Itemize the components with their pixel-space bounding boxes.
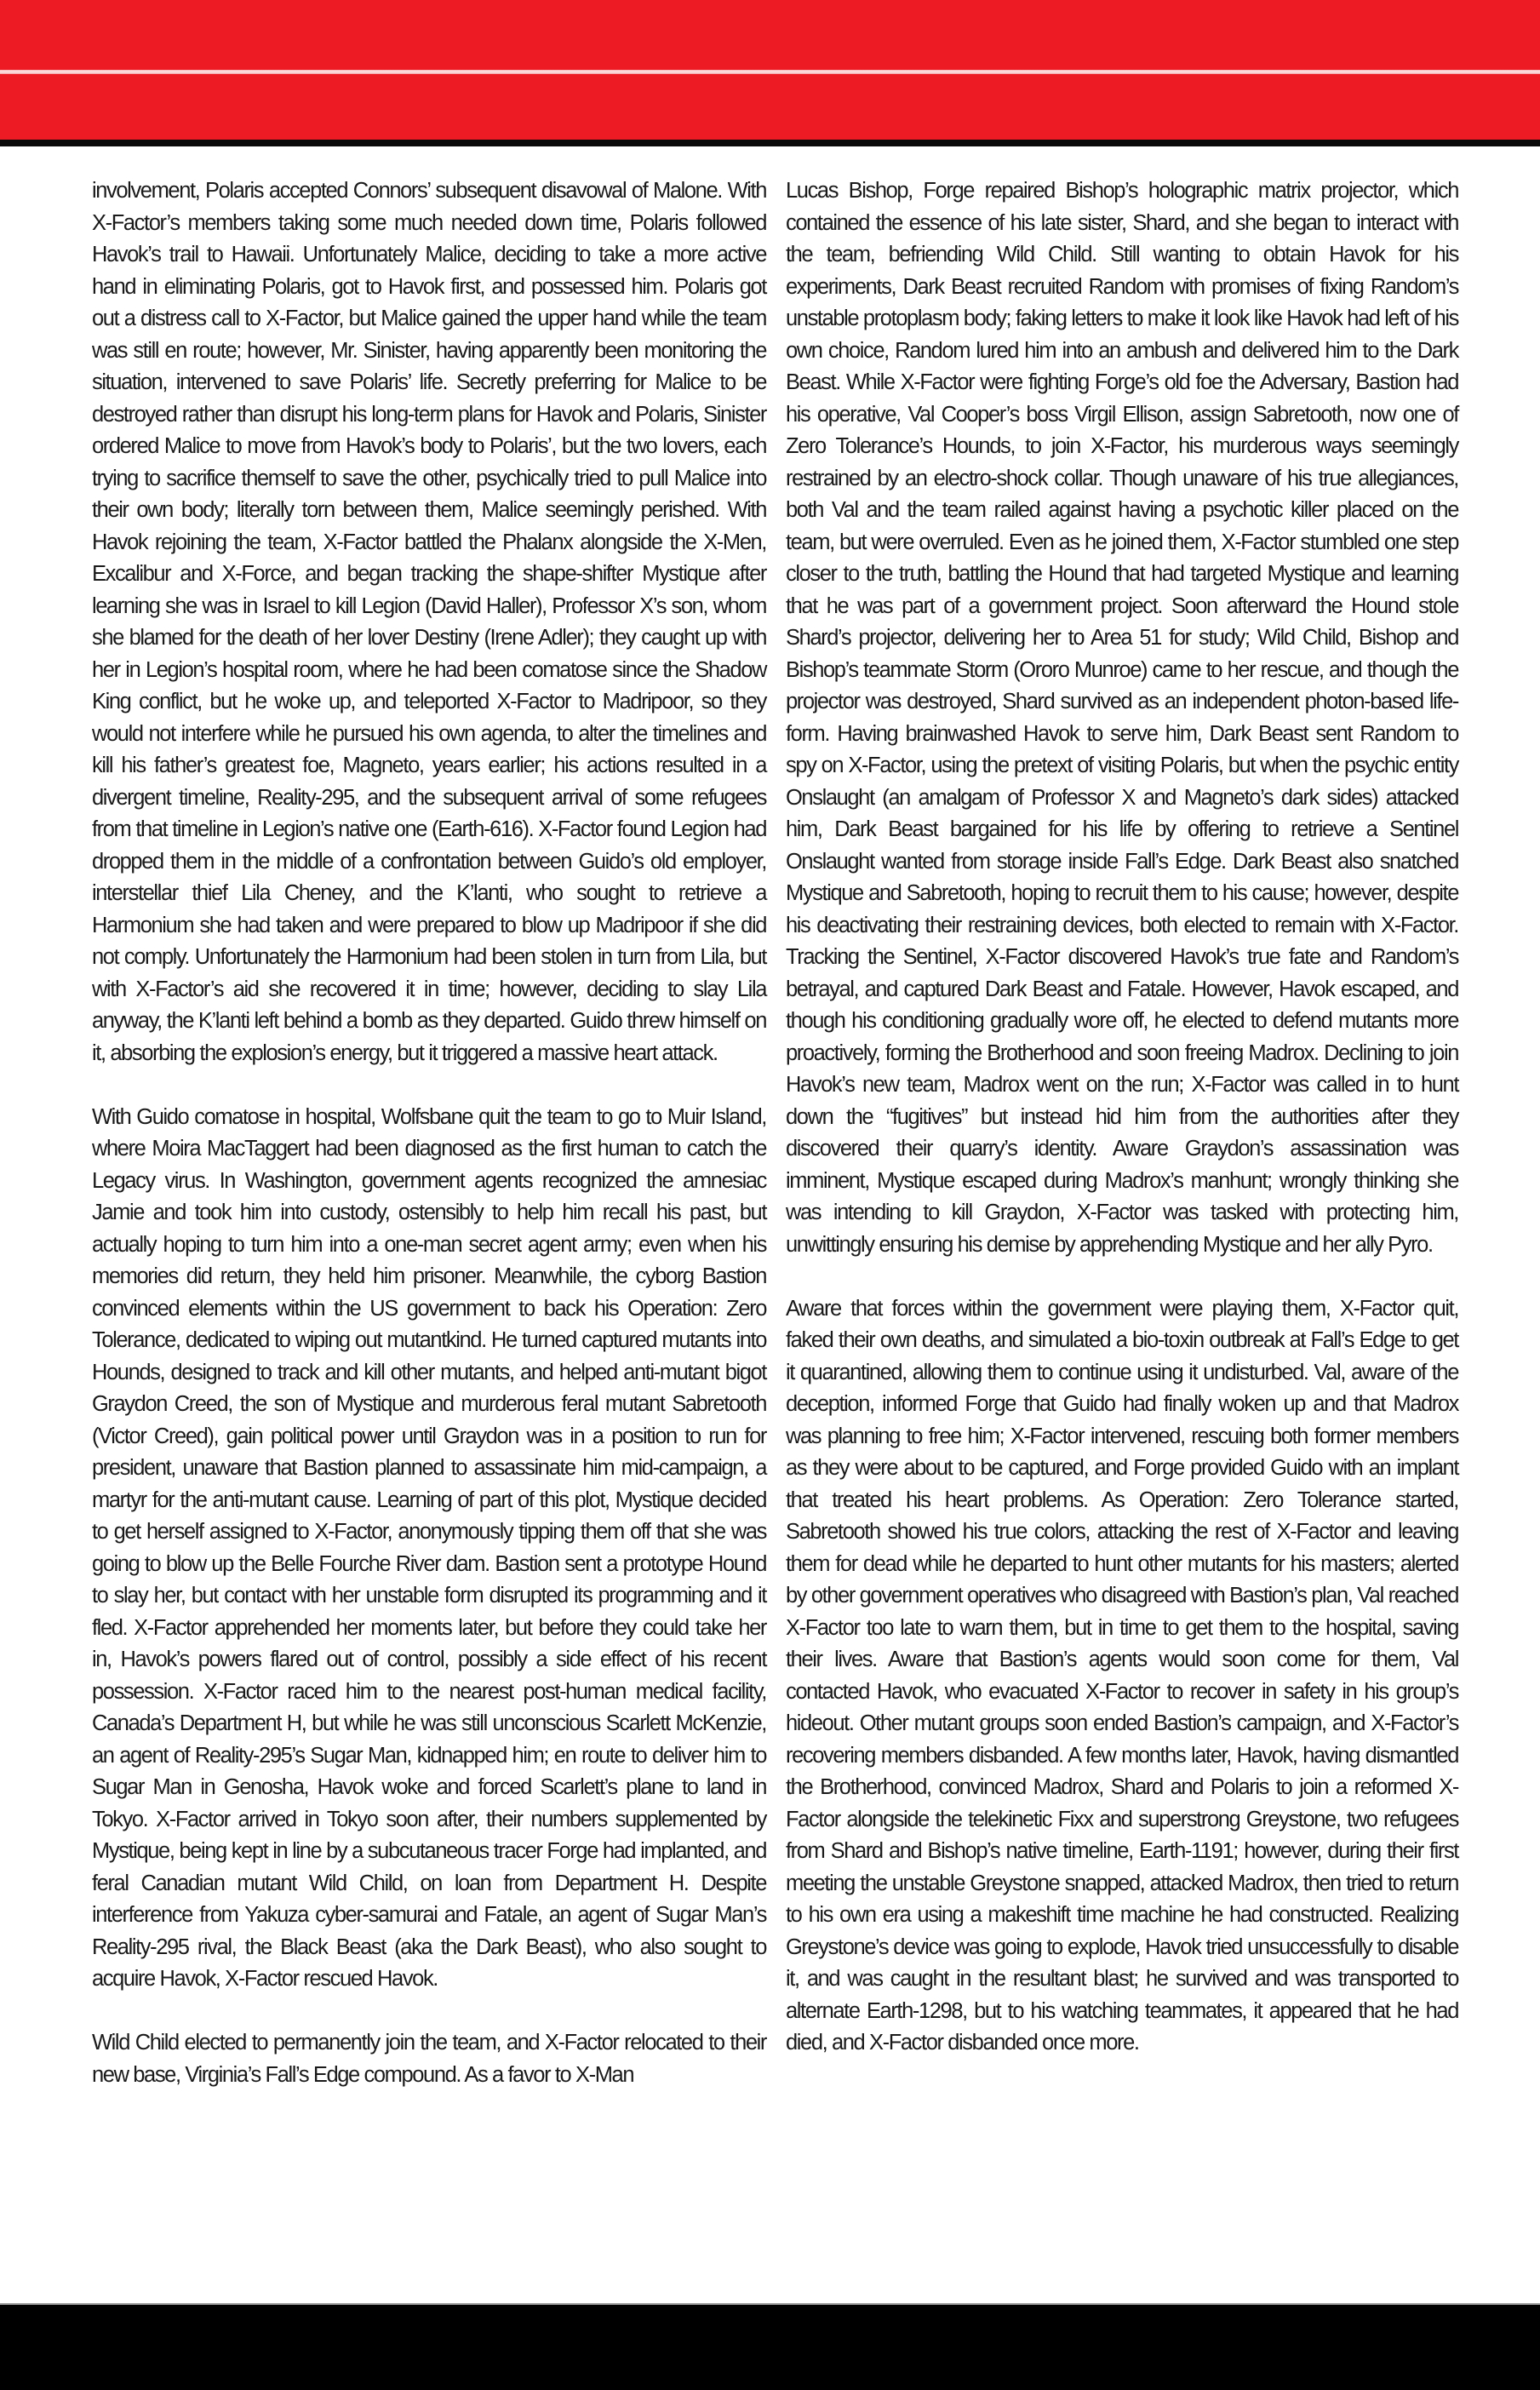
body-paragraph: With Guido comatose in hospital, Wolfsbane quit the team to go to Muir Island, where Moira MacTaggert had been diagnosed as the first human to catch the Legacy virus. In Washington, government agents recognized the amnesiac Jamie and took him into custody, ostensibly to help him recall his past, but actually hoping to turn him into a one-man secret agent army; even when his memories did return, they held him prisoner. Meanwhile, the cyborg Bastion convinced elements within the US government to back his Operation: Zero Tolerance, dedicated to wiping out mutantkind. He turned captured mutants into Hounds, designed to track and kill other mutants, and helped anti-mutant bigot Graydon Creed, the son of Mystique and murderous feral mutant Sabretooth (Victor Creed), gain political power until Graydon was in a position to run for president, unaware that Bastion planned to assassinate him mid-campaign, a martyr for the anti-mutant cause. Learning of part of this plot, Mystique decided to get herself assigned to X-Factor, anonymously tipping them off that she was going to blow up the Belle Fourche River dam. Bastion sent a prototype Hound to slay her, but contact with her unstable form disrupted its programming and it fled. X-Factor apprehended her moments later, but before they could take her in, Havok’s powers flared out of control, possibly a side effect of his recent possession. X-Factor raced him to the nearest post-human medical facility, Canada’s Department H, but while he was still unconscious Scarlett McKenzie, an agent of Reality-295’s Sugar Man, kidnapped him; en route to deliver him to Sugar Man in Genosha, Havok woke and forced Scarlett’s plane to land in Tokyo. X-Factor arrived in Tokyo soon after, their numbers supplemented by Mystique, being kept in line by a subcutaneous tracer Forge had implanted, and feral Canadian mutant Wild Child, on loan from Department H. Despite interference from Yakuza cyber-samurai and Fatale, an agent of Sugar Man’s Reality-295 rival, the Black Beast (aka the Dark Beast), who also sought to acquire Havok, X-Factor rescued Havok. — [92, 1104, 766, 1991]
body-paragraph: Wild Child elected to permanently join the team, and X-Factor relocated to their new base, Virginia’s Fall’s Edge compound. As a favor to X-Man — [92, 2031, 766, 2087]
body-paragraph: involvement, Polaris accepted Connors’ subsequent disavowal of Malone. With X-Factor’s members taking some much needed down time, Polaris followed Havok’s trail to Hawaii. Unfortunately Malice, deciding to take a more active hand in eliminating Polaris, got to Havok first, and possessed him. Polaris got out a distress call to X-Factor, but Malice gained the upper hand while the team was still en route; however, Mr. Sinister, having apparently been monitoring the situation, intervened to save Polaris’ life. Secretly preferring for Malice to be destroyed rather than disrupt his long-term plans for Havok and Polaris, Sinister ordered Malice to move from Havok’s body to Polaris’, but the two lovers, each trying to sacrifice themself to save the other, psychically tried to pull Malice into their own body; literally torn between them, Malice seemingly perished. With Havok rejoining the team, X-Factor battled the Phalanx alongside the X-Men, Excalibur and X-Force, and began tracking the shape-shifter Mystique after learning she was in Israel to kill Legion (David Haller), Professor X’s son, whom she blamed for the death of her lover Destiny (Irene Adler); they caught up with her in Legion’s hospital room, where he had been comatose since the Shadow King conflict, but he woke up, and teleported X-Factor to Madripoor, so they would not interfere while he pursued his own agenda, to alter the timelines and kill his father’s greatest foe, Magneto, years earlier; his actions resulted in a divergent timeline, Reality-295, and the subsequent arrival of some refugees from that timeline in Legion’s native one (Earth-616). X-Factor found Legion had dropped them in the middle of a confrontation between Guido’s old employer, interstellar thief Lila Cheney, and the K’lanti, who sought to retrieve a Harmonium she had taken and were prepared to blow up Madripoor if she did not comply. Unfortunately the Harmonium had been stolen in turn from Lila, but with X-Factor’s aid she recovered it in time; however, deciding to slay Lila anyway, the K’lanti left behind a bomb as they departed. Guido threw himself on it, absorbing the explosion’s energy, but it triggered a massive heart attack. — [92, 179, 766, 1065]
header-black-edge — [0, 140, 1540, 146]
left-text-column — [92, 175, 766, 2091]
body-paragraph: Lucas Bishop, Forge repaired Bishop’s holographic matrix projector, which contained the essence of his late sister, Shard, and she began to interact with the team, befriending Wild Child. Still wanting to obtain Havok for his experiments, Dark Beast recruited Random with promises of fixing Random’s unstable protoplasm body; faking letters to make it look like Havok had left of his own choice, Random lured him into an ambush and delivered him to the Dark Beast. While X-Factor were fighting Forge’s old foe the Adversary, Bastion had his operative, Val Cooper’s boss Virgil Ellison, assign Sabretooth, now one of Zero Tolerance’s Hounds, to join X-Factor, his murderous ways seemingly restrained by an electro-shock collar. Though unaware of his true allegiances, both Val and the team railed against having a psychotic killer placed on the team, but were overruled. Even as he joined them, X-Factor stumbled one step closer to the truth, battling the Hound that had targeted Mystique and learning that he was part of a government project. Soon afterward the Hound stole Shard’s projector, delivering her to Area 51 for study; Wild Child, Bishop and Bishop’s teammate Storm (Ororo Munroe) came to her rescue, and though the projector was destroyed, Shard survived as an independent photon-based life-form. Having brainwashed Havok to serve him, Dark Beast sent Random to spy on X-Factor, using the pretext of visiting Polaris, but when the psychic entity Onslaught (an amalgam of Professor X and Magneto’s dark sides) attacked him, Dark Beast bargained for his life by offering to retrieve a Sentinel Onslaught wanted from storage inside Fall’s Edge. Dark Beast also snatched Mystique and Sabretooth, hoping to recruit them to his cause; however, despite his deactivating their restraining devices, both elected to remain with X-Factor. Tracking the Sentinel, X-Factor discovered Havok’s true fate and Random’s betrayal, and captured Dark Beast and Fatale. However, Havok escaped, and though his conditioning gradually wore off, he elected to defend mutants more proactively, forming the Brotherhood and soon freeing Madrox. Declining to join Havok’s new team, Madrox went on the run; X-Factor was called in to hunt down the “fugitives” but instead hid him from the authorities after they discovered their quarry’s identity. Aware Graydon’s assassination was imminent, Mystique escaped during Madrox’s manhunt; wrongly thinking she was intending to kill Graydon, X-Factor was tasked with protecting him, unwittingly ensuring his demise by apprehending Mystique and her ally Pyro. — [786, 179, 1458, 1257]
footer-black-band — [0, 2305, 1540, 2390]
body-paragraph: Aware that forces within the government were playing them, X-Factor quit, faked their own deaths, and simulated a bio-toxin outbreak at Fall’s Edge to get it quarantined, allowing them to continue using it undisturbed. Val, aware of the deception, informed Forge that Guido had finally woken up and that Madrox was planning to free him; X-Factor intervened, rescuing both former members as they were about to be captured, and Forge provided Guido with an implant that treated his heart problems. As Operation: Zero Tolerance started, Sabretooth showed his true colors, attacking the rest of X-Factor and leaving them for dead while he departed to hunt other mutants for his masters; alerted by other government operatives who disagreed with Bastion’s plan, Val reached X-Factor too late to warn them, but in time to get them to the hospital, saving their lives. Aware that Bastion’s agents would soon come for them, Val contacted Havok, who evacuated X-Factor to recover in safety in his group’s hideout. Other mutant groups soon ended Bastion’s campaign, and X-Factor’s recovering members disbanded. A few months later, Havok, having dismantled the Brotherhood, convinced Madrox, Shard and Polaris to join a reformed X-Factor alongside the telekinetic Fixx and superstrong Greystone, two refugees from Shard and Bishop’s native timeline, Earth-1191; however, during their first meeting the unstable Greystone snapped, attacked Madrox, then tried to return to his own era using a makeshift time machine he had constructed. Realizing Greystone’s device was going to explode, Havok tried unsuccessfully to disable it, and was caught in the resultant blast; he survived and was transported to alternate Earth-1298, but to his watching teammates, it appeared that he had died, and X-Factor disbanded once more. — [786, 1296, 1458, 2055]
right-text-column — [786, 175, 1458, 2060]
header-stripe — [0, 70, 1540, 74]
